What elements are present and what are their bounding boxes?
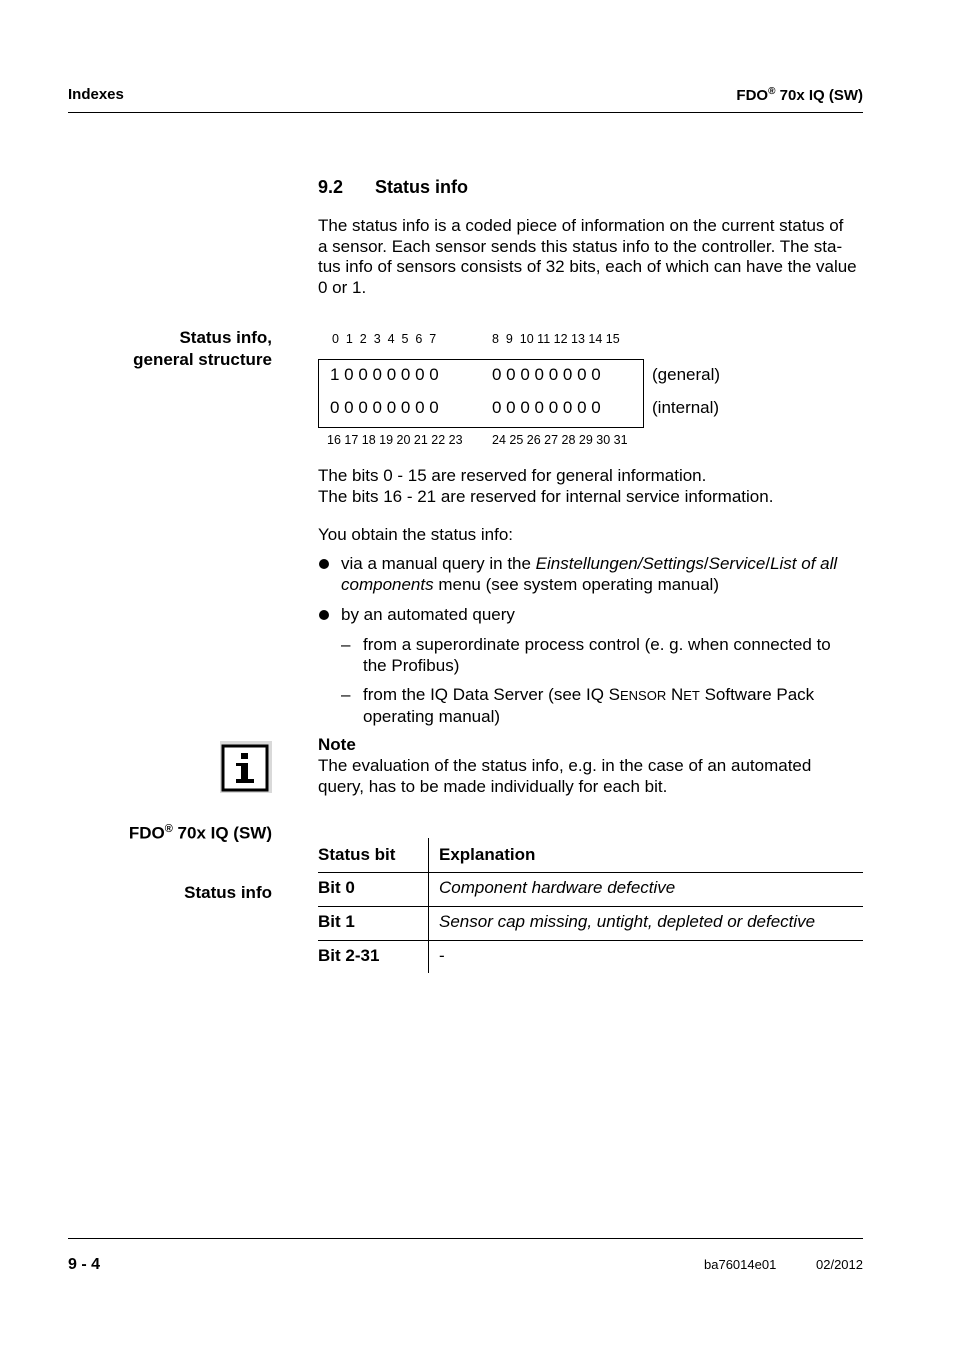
- bits-row1-a: 1 0 0 0 0 0 0 0: [330, 365, 439, 384]
- bits-row1-label: (general): [652, 365, 721, 384]
- bit-index-top-a: 0 1 2 3 4 5 6 7: [332, 332, 437, 346]
- header-rule: [68, 112, 863, 113]
- note-title: Note: [318, 735, 356, 754]
- header-status-bit: Status bit: [318, 845, 396, 864]
- info-icon: [220, 741, 272, 793]
- table-row: [318, 907, 863, 941]
- bullet-item-manual-query: via a manual query in the Einstellungen/Settings/Service/List of all components menu (see system operating manual): [341, 554, 838, 594]
- table-row: [318, 941, 863, 975]
- bit-index-top-b: 8 9 10 11 12 13 14 15: [492, 332, 620, 346]
- side-label-product: FDO® 70x IQ (SW): [128, 823, 272, 843]
- table-cell-bit: Bit 0: [318, 878, 355, 897]
- bits-row1-b: 0 0 0 0 0 0 0 0: [492, 365, 601, 384]
- bit-index-bottom-a: 16 17 18 19 20 21 22 23: [327, 433, 463, 447]
- header-right: FDO® 70x IQ (SW): [736, 86, 863, 104]
- header-explanation: Explanation: [439, 845, 536, 864]
- table-cell-explanation: Sensor cap missing, untight, depleted or defective: [439, 912, 816, 931]
- bits-row2-label: (internal): [652, 398, 720, 417]
- section-number: 9.2: [318, 177, 344, 197]
- dash-marker-2: –: [341, 685, 351, 704]
- bullet-item-automated-query: by an automated query: [341, 605, 515, 624]
- side-label-status-info: Status info: [184, 883, 272, 902]
- table-row: [318, 873, 863, 907]
- bit-index-bottom-b: 24 25 26 27 28 29 30 31: [492, 433, 628, 447]
- side-label-general-structure: Status info, general structure: [133, 328, 272, 369]
- table-cell-explanation: Component hardware defective: [439, 878, 676, 897]
- dash-item-process-control: from a superordinate process control (e. g. when connected to the Profibus): [363, 635, 831, 675]
- section-title: Status info: [375, 177, 468, 197]
- bits-row2-b: 0 0 0 0 0 0 0 0: [492, 398, 601, 417]
- note-text: The evaluation of the status info, e.g. in the case of an automated query, has to be made individually for each bit.: [318, 756, 812, 796]
- dash-marker-1: –: [341, 635, 351, 654]
- footer-date: 02/2012: [816, 1257, 863, 1272]
- bullet-dot-1: [319, 559, 329, 569]
- header-left: Indexes: [68, 86, 124, 103]
- obtain-intro: You obtain the status info:: [318, 525, 514, 544]
- footer-doc-id: ba76014e01: [704, 1257, 777, 1272]
- table-cell-bit: Bit 1: [318, 912, 355, 931]
- table-header-row: [318, 838, 863, 872]
- bullet-dot-2: [319, 610, 329, 620]
- reserved-text: The bits 0 - 15 are reserved for general information. The bits 16 - 21 are reserved for internal service information.: [318, 466, 774, 506]
- footer-page-number: 9 - 4: [68, 1256, 101, 1273]
- intro-paragraph: The status info is a coded piece of information on the current status of a sensor. Each sensor sends this status info to the controller. The sta- tus info of sensors consists of 32 bits, each of which can have the value 0 or 1.: [318, 216, 857, 298]
- bits-row2-a: 0 0 0 0 0 0 0 0: [330, 398, 439, 417]
- footer-rule: [68, 1238, 863, 1239]
- table-cell-bit: Bit 2-31: [318, 946, 380, 965]
- table-cell-explanation: -: [439, 946, 445, 965]
- dash-item-data-server: from the IQ Data Server (see IQ SENSOR NET Software Pack operating manual): [363, 685, 815, 726]
